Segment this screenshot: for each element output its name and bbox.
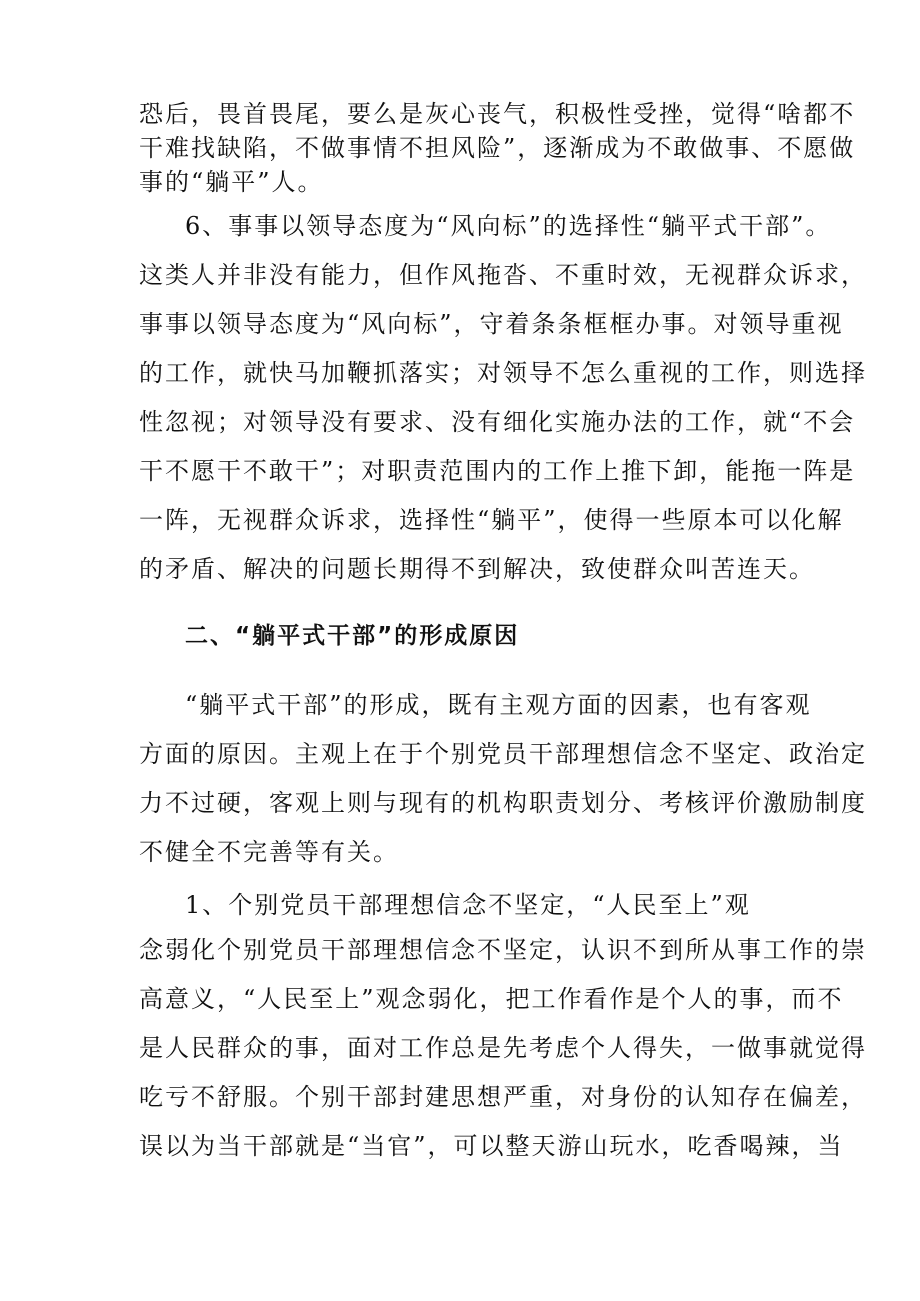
text-line: 干难找缺陷，不做事情不担风险”，逐渐成为不敢做事、不愿做 bbox=[139, 134, 856, 162]
text-line: 的矛盾、解决的问题长期得不到解决，致使群众叫苦连天。 bbox=[139, 555, 815, 583]
paragraph-1-title: 1、个别党员干部理想信念不坚定，“人民至上”观 bbox=[185, 891, 751, 919]
text-line: 事事以领导态度为“风向标”，守着条条框框办事。对领导重视 bbox=[139, 310, 844, 338]
text-line: 这类人并非没有能力，但作风拖沓、不重时效，无视群众诉求， bbox=[139, 261, 867, 289]
text-line: “躺平式干部”的形成，既有主观方面的因素，也有客观 bbox=[185, 691, 812, 719]
text-line: 的工作，就快马加鞭抓落实；对领导不怎么重视的工作，则选择 bbox=[139, 359, 867, 387]
text-line: 是人民群众的事，面对工作总是先考虑个人得失，一做事就觉得 bbox=[139, 1034, 867, 1062]
text-line: 事的“躺平”人。 bbox=[139, 168, 324, 196]
text-line: 念弱化个别党员干部理想信念不坚定，认识不到所从事工作的崇 bbox=[139, 936, 867, 964]
text-line: 吃亏不舒服。个别干部封建思想严重，对身份的认知存在偏差， bbox=[139, 1083, 867, 1111]
text-line: 高意义，“人民至上”观念弱化，把工作看作是个人的事，而不 bbox=[139, 985, 844, 1013]
text-line: 一阵，无视群众诉求，选择性“躺平”，使得一些原本可以化解 bbox=[139, 506, 844, 534]
text-line: 误以为当干部就是“当官”，可以整天游山玩水，吃香喝辣，当 bbox=[139, 1132, 844, 1160]
section-heading: 二、“躺平式干部”的形成原因 bbox=[185, 623, 520, 649]
text-line: 力不过硬，客观上则与现有的机构职责划分、考核评价激励制度 bbox=[139, 789, 867, 817]
text-line: 干不愿干不敢干”；对职责范围内的工作上推下卸，能拖一阵是 bbox=[139, 457, 856, 485]
text-line: 恐后，畏首畏尾，要么是灰心丧气，积极性受挫，觉得“啥都不 bbox=[139, 100, 856, 128]
text-line: 性忽视；对领导没有要求、没有细化实施办法的工作，就“不会 bbox=[139, 408, 856, 436]
paragraph-6-title: 6、事事以领导态度为“风向标”的选择性“躺平式干部”。 bbox=[185, 212, 832, 240]
text-line: 方面的原因。主观上在于个别党员干部理想信念不坚定、政治定 bbox=[139, 740, 867, 768]
text-line: 不健全不完善等有关。 bbox=[139, 838, 399, 866]
